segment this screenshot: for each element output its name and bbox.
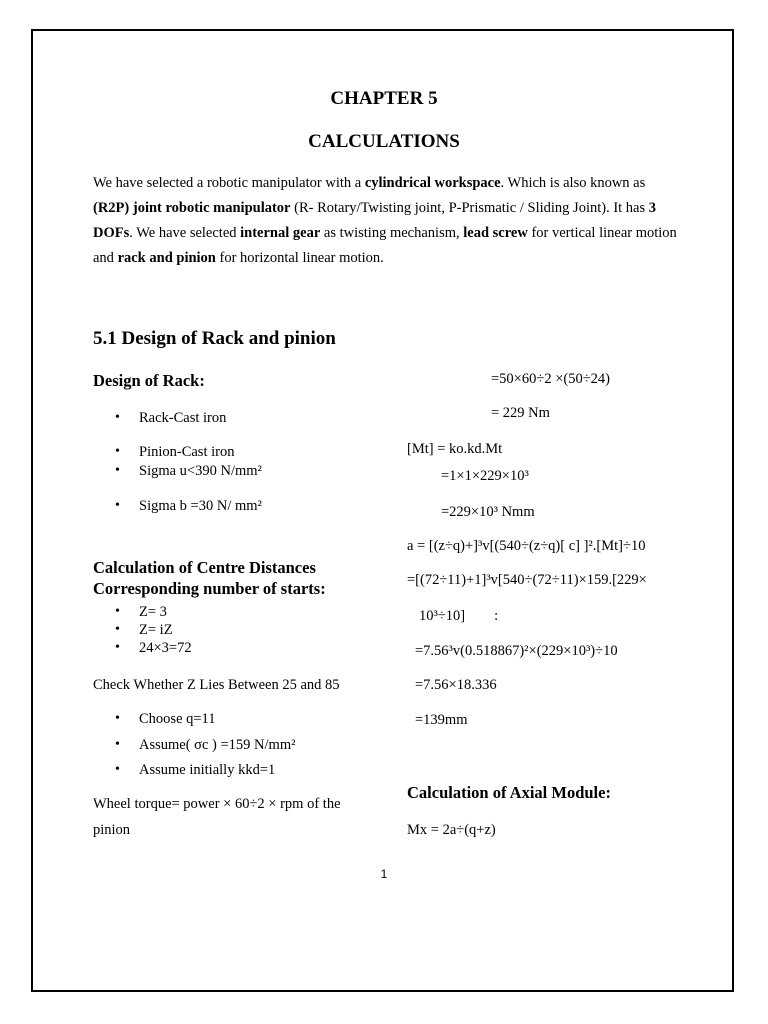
list-item: • Z= 3 bbox=[139, 604, 167, 621]
equation-line: 10³÷10] : bbox=[419, 608, 499, 624]
list-item: • Assume( σc ) =159 N/mm² bbox=[139, 737, 295, 754]
equation-line: = 229 Nm bbox=[491, 405, 550, 421]
page-number: 1 bbox=[380, 867, 388, 881]
section-title: 5.1 Design of Rack and pinion bbox=[93, 328, 336, 349]
equation-line: =229×10³ Nmm bbox=[441, 504, 535, 520]
torque-text: Wheel torque= power × 60÷2 × rpm of the bbox=[93, 796, 341, 812]
chapter-title: CALCULATIONS bbox=[308, 131, 460, 152]
list-item: • Rack-Cast iron bbox=[139, 410, 226, 427]
equation-line: =7.56×18.336 bbox=[415, 677, 497, 693]
axial-module-formula: Mx = 2a÷(q+z) bbox=[407, 822, 496, 838]
equation-line: =50×60÷2 ×(50÷24) bbox=[491, 371, 610, 387]
chapter-heading: CHAPTER 5 bbox=[330, 88, 438, 109]
list-item: • Assume initially kkd=1 bbox=[139, 762, 275, 779]
list-item: • Pinion-Cast iron bbox=[139, 444, 234, 461]
rack-heading: Design of Rack: bbox=[93, 371, 205, 390]
intro-paragraph: We have selected a robotic manipulator with a cylindrical workspace. Which is also known as (R2P) joint robotic manipulator (R- Rotary/Twisting joint, P-Prismatic / Sliding Joint). It has 3 DOFs. We have selected internal gear as twisting mechanism, lead screw for vertical linear motion and rack and pinion for horizontal linear motion. bbox=[93, 175, 677, 266]
equation-line: a = [(z÷q)+]³v[(540÷(z÷q)[ c] ]².[Mt]÷10 bbox=[407, 538, 646, 554]
torque-text-cont: pinion bbox=[93, 822, 131, 838]
list-item: • Z= iZ bbox=[139, 622, 173, 639]
check-text: Check Whether Z Lies Between 25 and 85 bbox=[93, 677, 340, 693]
axial-module-heading: Calculation of Axial Module: bbox=[407, 783, 611, 802]
centre-distance-heading: Calculation of Centre Distances bbox=[93, 558, 316, 577]
equation-line: [Mt] = ko.kd.Mt bbox=[407, 441, 503, 457]
equation-line: =1×1×229×10³ bbox=[441, 468, 529, 484]
list-item: • 24×3=72 bbox=[139, 640, 192, 657]
equation-line: =139mm bbox=[415, 712, 468, 728]
list-item: • Sigma u<390 N/mm² bbox=[139, 463, 262, 480]
equation-line: =[(72÷11)+1]³v[540÷(72÷11)×159.[229× bbox=[407, 572, 647, 588]
list-item: • Choose q=11 bbox=[139, 711, 216, 728]
equation-line: =7.56³v(0.518867)²×(229×10³)÷10 bbox=[415, 643, 618, 659]
starts-heading: Corresponding number of starts: bbox=[93, 579, 326, 598]
list-item: • Sigma b =30 N/ mm² bbox=[139, 498, 262, 515]
